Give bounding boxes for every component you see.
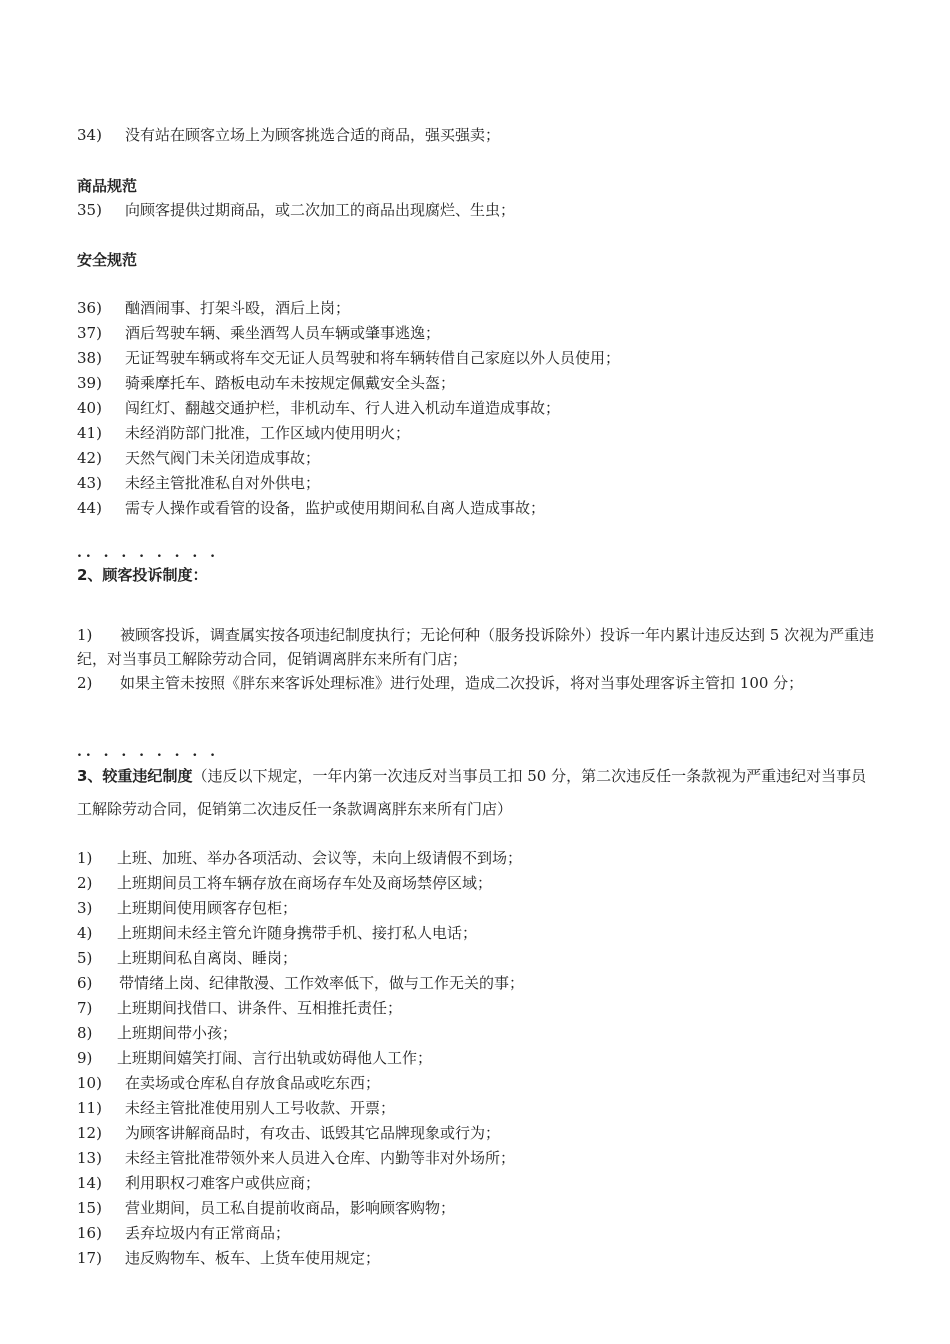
list-item	[77, 125, 500, 145]
list-item: 41) 未经消防部门批准，工作区域内使用明火；	[77, 424, 411, 442]
list-item: 13) 未经主管批准带领外来人员进入仓库、内勤等非对外场所；	[77, 1149, 516, 1167]
paragraph-item: 2) 如果主管未按照《胖东来客诉处理标准》进行处理，造成二次投诉，将对当事处理客诉主管扣 100 分；	[77, 674, 804, 692]
list-item: 8) 上班期间带小孩；	[77, 1024, 238, 1042]
section-heading-safety: 安全规范	[77, 251, 138, 269]
list-item: 43) 未经主管批准私自对外供电；	[77, 474, 321, 492]
dot-separator: .. . . . . . . .	[77, 744, 219, 760]
list-item: 4) 上班期间未经主管允许随身携带手机、接打私人电话；	[77, 924, 478, 942]
list-item: 6) 带情绪上岗、纪律散漫、工作效率低下，做与工作无关的事；	[77, 974, 525, 992]
list-item: 14) 利用职权刁难客户或供应商；	[77, 1174, 321, 1192]
list-item: 17) 违反购物车、板车、上货车使用规定；	[77, 1249, 381, 1267]
list-item: 38) 无证驾驶车辆或将车交无证人员驾驶和将车辆转借自己家庭以外人员使用；	[77, 349, 621, 367]
list-item: 3) 上班期间使用顾客存包柜；	[77, 899, 298, 917]
section-heading-serious: 3、较重违纪制度（违反以下规定，一年内第一次违反对当事员工扣 50 分，第二次违反任一条款视为严重违纪对当事员工解除劳动合同，促销第二次违反任一条款调离胖东来所有门店）	[77, 767, 867, 818]
list-item: 11) 未经主管批准使用别人工号收款、开票；	[77, 1099, 396, 1117]
list-item: 15) 营业期间，员工私自提前收商品，影响顾客购物；	[77, 1199, 456, 1217]
list-item: 39) 骑乘摩托车、踏板电动车未按规定佩戴安全头盔；	[77, 374, 456, 392]
list-item: 40) 闯红灯、翻越交通护栏，非机动车、行人进入机动车道造成事故；	[77, 399, 561, 417]
list-item: 42) 天然气阀门未关闭造成事故；	[77, 449, 321, 467]
list-item: 9) 上班期间嬉笑打闹、言行出轨或妨碍他人工作；	[77, 1049, 433, 1067]
list-item: 44) 需专人操作或看管的设备，监护或使用期间私自离人造成事故；	[77, 499, 546, 517]
list-item: 16) 丢弃垃圾内有正常商品；	[77, 1224, 291, 1242]
item-text: 没有站在顾客立场上为顾客挑选合适的商品，强买强卖；	[125, 126, 501, 144]
list-item: 1) 上班、加班、举办各项活动、会议等，未向上级请假不到场；	[77, 849, 523, 867]
item-number: 34)	[77, 126, 102, 144]
list-item: 37) 酒后驾驶车辆、乘坐酒驾人员车辆或肇事逃逸；	[77, 324, 441, 342]
paragraph-item: 1) 被顾客投诉，调查属实按各项违纪制度执行；无论何种（服务投诉除外）投诉一年内累计违反达到 5 次视为严重违纪，对当事员工解除劳动合同，促销调离胖东来所有门店；	[77, 626, 875, 668]
dot-separator: .. . . . . . . .	[77, 545, 219, 561]
list-item: 36) 酗酒闹事、打架斗殴，酒后上岗；	[77, 299, 351, 317]
list-item: 35) 向顾客提供过期商品，或二次加工的商品出现腐烂、生虫；	[77, 201, 516, 219]
section-heading-complaint: 2、顾客投诉制度：	[77, 566, 208, 584]
list-item: 2) 上班期间员工将车辆存放在商场存车处及商场禁停区域；	[77, 874, 493, 892]
list-item: 7) 上班期间找借口、讲条件、互相推托责任；	[77, 999, 403, 1017]
list-item: 12) 为顾客讲解商品时，有攻击、诋毁其它品牌现象或行为；	[77, 1124, 501, 1142]
list-item: 5) 上班期间私自离岗、睡岗；	[77, 949, 298, 967]
list-item: 10) 在卖场或仓库私自存放食品或吃东西；	[77, 1074, 381, 1092]
section-heading-goods: 商品规范	[77, 177, 138, 195]
